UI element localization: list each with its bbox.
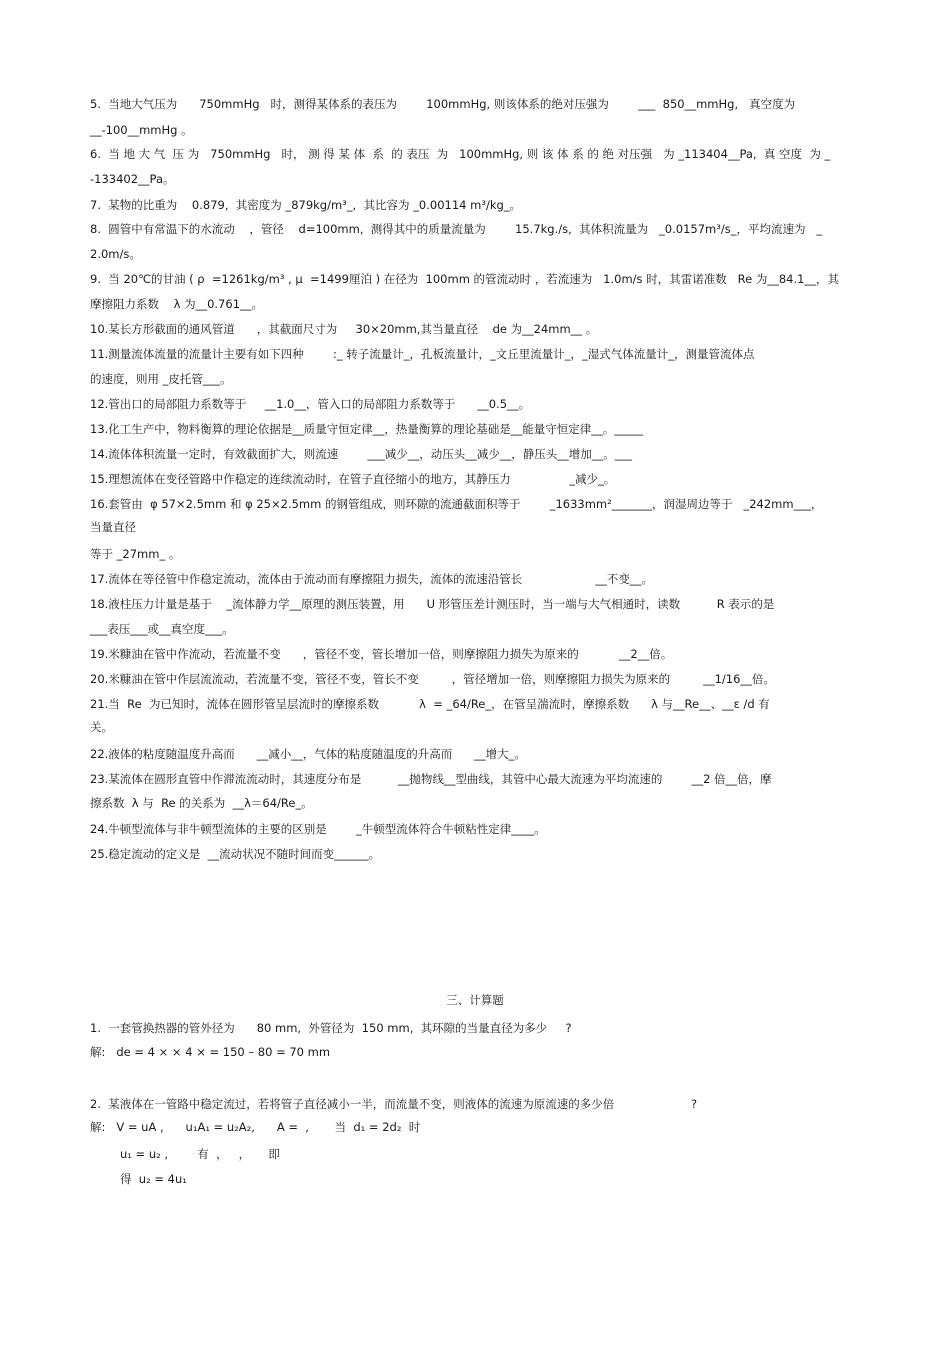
fill-q11-line2: 的速度，则用 _皮托管___。 [90, 372, 232, 386]
fill-q24: 24.牛顿型流体与非牛顿型流体的主要的区别是 _牛顿型流体符合牛顿粘性定律____。 [90, 822, 546, 836]
fill-q11-line1: 11.测量流体流量的流量计主要有如下四种 :_ 转子流量计_，孔板流量计，_文丘里流量计_，_湿式气体流量计_，测量管流体点 [90, 347, 755, 361]
fill-q16-line1: 16.套管由 φ 57×2.5mm 和 φ 25×2.5mm 的钢管组成，则环隙的流通截面积等于 _1633mm²_______，润湿周边等于 _242mm___， [90, 497, 823, 511]
fill-q23-line1: 23.某流体在圆形直管中作滞流流动时，其速度分布是 __抛物线__型曲线，其管中心最大流速为平均流速的 __2 倍__倍，摩 [90, 772, 772, 786]
calc-q1: 1. 一套管换热器的管外径为 80 mm, 外管径为 150 mm, 其环隙的当量直径为多少 ? [90, 1021, 572, 1035]
fill-q25: 25.稳定流动的定义是 __流动状况不随时间而变______。 [90, 847, 381, 861]
fill-q17: 17.流体在等径管中作稳定流动，流体由于流动而有摩擦阻力损失，流体的流速沿管长 __不变__。 [90, 572, 653, 586]
fill-q20: 20.米糠油在管中作层流流动，若流量不变，管径不变，管长不变 ，管径增加一倍，则摩擦阻力损失为原来的 __1/16__倍。 [90, 672, 775, 686]
fill-q9-line1: 9. 当 20℃的甘油 ( ρ =1261kg/m³ , μ =1499厘泊 ) 在径为 100mm 的管流动时 ，若流速为 1.0m/s 时，其雷诺准数 Re 为__84.1__，其 [90, 272, 839, 286]
fill-q6-line1: 6. 当 地 大 气 压 为 750mmHg 时， 测 得 某 体 系 的 表压 为 100mmHg, 则 该 体 系 的 绝 对压强 为 _113404__Pa, 真 空度 为 _ [90, 147, 831, 161]
fill-q13: 13.化工生产中，物料衡算的理论依据是__质量守恒定律__，热量衡算的理论基础是__能量守恒定律__。_____ [90, 422, 644, 436]
fill-q16-line2: 当量直径 [90, 520, 136, 534]
fill-q18-line2: ___表压___或__真空度___。 [90, 622, 234, 636]
section-title: 三、计算题 [446, 993, 504, 1007]
fill-q6-line2: -133402__Pa。 [90, 172, 175, 186]
calc-q2-solution-3: 得 u₂ = 4u₁ [120, 1172, 187, 1186]
fill-q9-line2: 摩擦阻力系数 λ 为__0.761__。 [90, 297, 264, 311]
calc-q2: 2. 某液体在一管路中稳定流过，若将管子直径减小一半，而流量不变，则液体的流速为原流速的多少倍 ? [90, 1097, 698, 1111]
fill-q12: 12.管出口的局部阻力系数等于 __1.0__，管入口的局部阻力系数等于 __0.5__。 [90, 397, 531, 411]
fill-q5-line2: __-100__mmHg 。 [90, 123, 193, 137]
fill-q19: 19.米糠油在管中作流动，若流量不变 ，管径不变，管长增加一倍，则摩擦阻力损失为原来的 __2__倍。 [90, 647, 673, 661]
fill-q8-line1: 8. 圆管中有常温下的水流动 ，管径 d=100mm, 测得其中的质量流量为 15.7kg./s, 其体积流量为 _0.0157m³/s_，平均流速为 _ [90, 222, 823, 236]
fill-q16-line3: 等于 _27mm_ 。 [90, 547, 181, 561]
calc-q2-solution-2: u₁ = u₂ , 有 ， ， 即 [120, 1147, 280, 1161]
fill-q23-line2: 擦系数 λ 与 Re 的关系为 __λ＝64/Re_。 [90, 796, 313, 810]
fill-q7: 7. 某物的比重为 0.879, 其密度为 _879kg/m³_, 其比容为 _0.00114 m³/kg_。 [90, 198, 522, 212]
fill-q18-line1: 18.液柱压力计量是基于 _流体静力学__原理的测压装置，用 U 形管压差计测压时，当一端与大气相通时，读数 R 表示的是 [90, 597, 775, 611]
fill-q8-line2: 2.0m/s。 [90, 247, 141, 261]
fill-q21-line2: 关。 [90, 720, 113, 734]
fill-q22: 22.液体的粘度随温度升高而 __减小__，气体的粘度随温度的升高而 __增大_。 [90, 747, 526, 761]
fill-q10: 10.某长方形截面的通风管道 ，其截面尺寸为 30×20mm,其当量直径 de 为__24mm__ 。 [90, 322, 598, 336]
calc-q2-solution-1: 解: V = uA , u₁A₁ = u₂A₂, A = , 当 d₁ = 2d₂ 时 [90, 1120, 421, 1134]
calc-q1-solution: 解: de = 4 × × 4 × = 150 – 80 = 70 mm [90, 1045, 331, 1059]
fill-q5-line1: 5. 当地大气压为 750mmHg 时，测得某体系的表压为 100mmHg, 则该体系的绝对压强为 ___ 850__mmHg, 真空度为 [90, 97, 796, 111]
fill-q15: 15.理想流体在变径管路中作稳定的连续流动时，在管子直径缩小的地方，其静压力 _减少_。 [90, 472, 616, 486]
fill-q21-line1: 21.当 Re 为已知时，流体在圆形管呈层流时的摩擦系数 λ = _64/Re_，在管呈湍流时，摩擦系数 λ 与__Re__、__ε /d 有 [90, 697, 770, 711]
fill-q14: 14.流体体积流量一定时，有效截面扩大，则流速 ___减少__，动压头__减少__，静压头__增加__。___ [90, 447, 633, 461]
